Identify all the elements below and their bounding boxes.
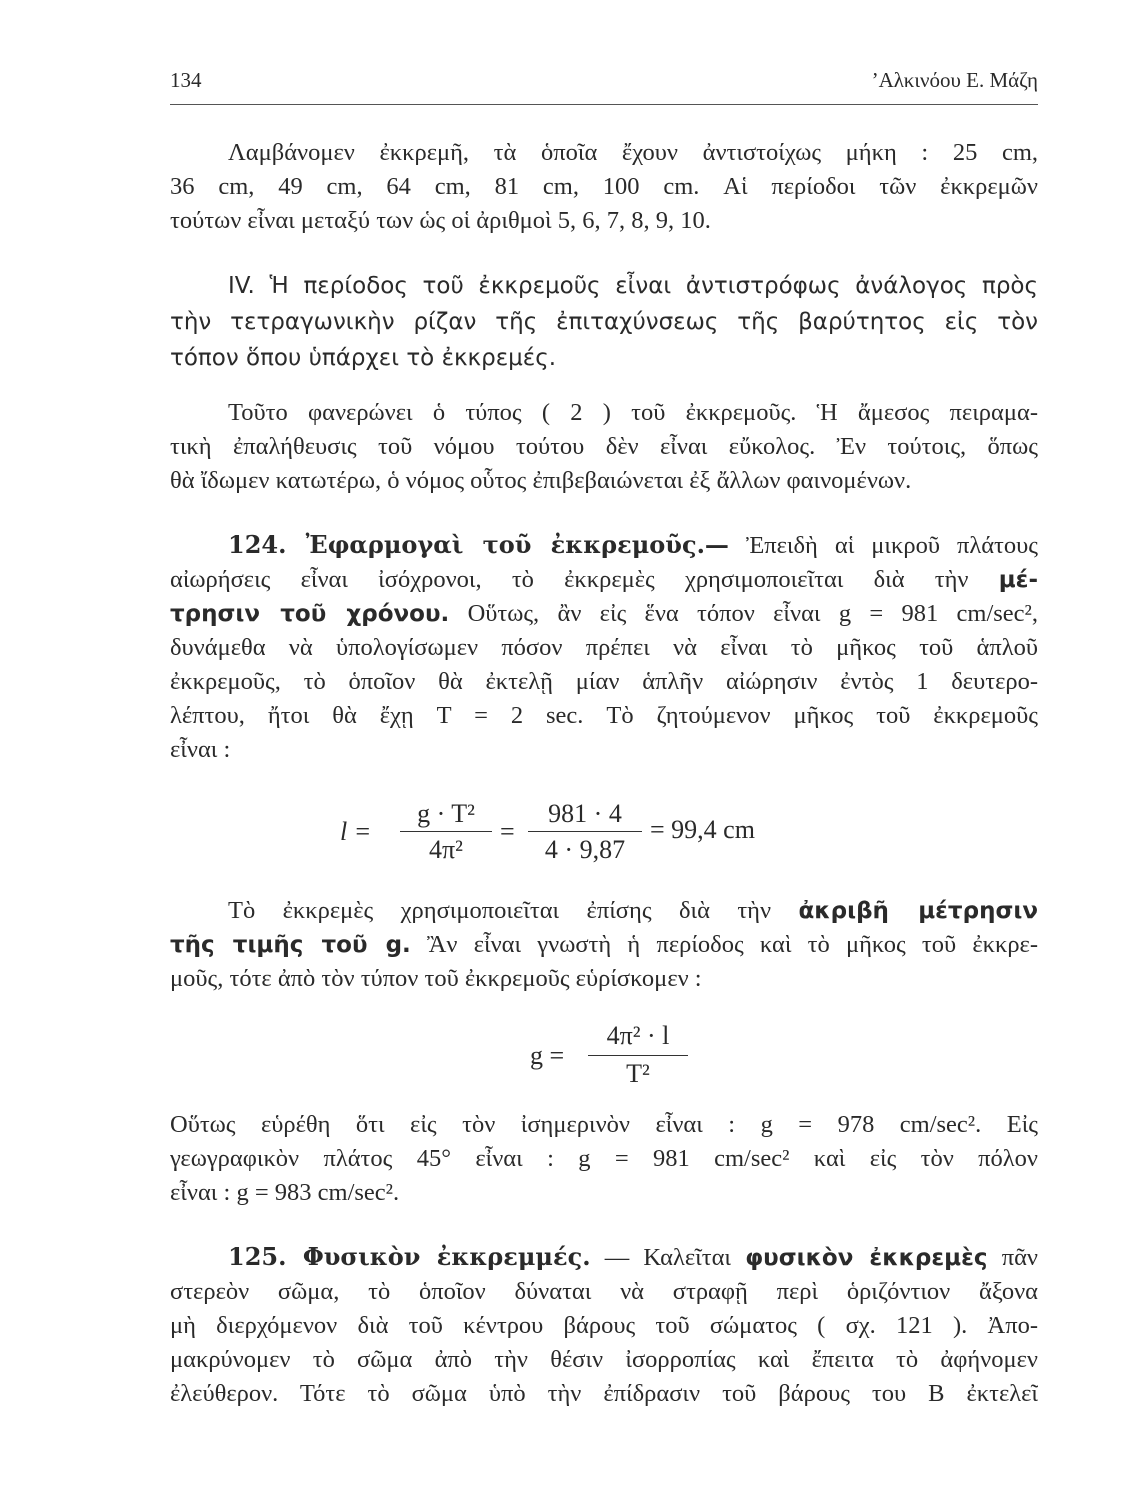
- formula-lhs: g =: [530, 1041, 565, 1070]
- text-line: στερεὸν σῶμα, τὸ ὁποῖον δύναται νὰ στραφῇ περὶ ὁριζόντιον ἄξονα: [170, 1278, 1038, 1305]
- text-run: — Καλεῖται: [604, 1244, 732, 1271]
- text-line: τούτων εἶναι μεταξύ των ὡς οἱ ἀριθμοὶ 5, 6, 7, 8, 9, 10.: [170, 207, 711, 234]
- text-line: εἶναι : g = 983 cm/sec².: [170, 1179, 400, 1206]
- text-run: πᾶν: [1001, 1244, 1038, 1271]
- text-line: [170, 1240, 1038, 1275]
- text-line: τόπον ὅπου ὑπάρχει τὸ ἐκκρεμές.: [170, 345, 557, 371]
- running-title: ’Αλκινόου Ε. Μάζη: [871, 68, 1038, 92]
- text-run: Τὸ ἐκκρεμὲς χρησιμοποιεῖται ἐπίσης διὰ τὴν: [228, 897, 772, 924]
- text-line: δυνάμεθα νὰ ὑπολογίσωμεν πόσον πρέπει νὰ εἶναι τὸ μῆκος τοῦ ἁπλοῦ: [170, 634, 1038, 661]
- header-rule: [170, 104, 1038, 105]
- text-line: Οὕτως εὑρέθη ὅτι εἰς τὸν ἰσημερινὸν εἶναι : g = 978 cm/sec². Εἰς: [170, 1111, 1038, 1138]
- formula-g: [520, 1015, 720, 1095]
- paragraph-measure-g: [170, 894, 1038, 996]
- formula-lhs: l =: [340, 817, 372, 846]
- text-line: 36 cm, 49 cm, 64 cm, 81 cm, 100 cm. Αἱ περίοδοι τῶν ἐκκρεμῶν: [170, 173, 1038, 200]
- formula-equals: =: [500, 817, 515, 846]
- formula-numerator: g · T²: [417, 799, 475, 828]
- paragraph-verification: [170, 396, 1038, 498]
- text-line: γεωγραφικὸν πλάτος 45° εἶναι : g = 981 cm/sec² καὶ εἰς τὸν πόλον: [170, 1145, 1038, 1172]
- text-line: [170, 563, 1038, 597]
- formula-result: = 99,4 cm: [650, 815, 755, 844]
- text-line: λέπτου, ἤτοι θὰ ἔχῃ T = 2 sec. Τὸ ζητούμενον μῆκος τοῦ ἐκκρεμοῦς: [170, 702, 1038, 729]
- section-heading-125: 125. Φυσικὸν ἐκκρεμμές.: [228, 1242, 591, 1271]
- bold-term: φυσικὸν ἐκκρεμὲς: [745, 1245, 988, 1271]
- formula-denominator: T²: [626, 1059, 650, 1088]
- text-line: [170, 597, 1038, 631]
- bold-term: τῆς τιμῆς τοῦ g.: [170, 932, 411, 958]
- bold-term: τρησιν τοῦ χρόνου.: [170, 601, 450, 627]
- text-line: [170, 528, 1038, 563]
- text-line: μακρύνομεν τὸ σῶμα ἀπὸ τὴν θέσιν ἰσορροπίας καὶ ἔπειτα τὸ ἀφήνομεν: [170, 1346, 1038, 1373]
- formula-pendulum-length: [330, 795, 830, 875]
- fraction-bar: [588, 1055, 688, 1056]
- text-run: Ἂν εἶναι γνωστὴ ἡ περίοδος καὶ τὸ μῆκος τοῦ ἐκκρε-: [427, 931, 1038, 958]
- section-125: [170, 1240, 1038, 1411]
- text-line: θὰ ἴδωμεν κατωτέρω, ὁ νόμος οὗτος ἐπιβεβαιώνεται ἐξ ἄλλων φαινομένων.: [170, 467, 912, 494]
- text-run: Ἐπειδὴ αἱ μικροῦ πλάτους: [745, 532, 1038, 559]
- text-line: μοῦς, τότε ἀπὸ τὸν τύπον τοῦ ἐκκρεμοῦς εὑρίσκομεν :: [170, 965, 702, 992]
- paragraph-g-values: [170, 1108, 1038, 1210]
- text-line: ἐκκρεμοῦς, τὸ ὁποῖον θὰ ἐκτελῇ μίαν ἁπλῆν αἰώρησιν ἐντὸς 1 δευτερο-: [170, 668, 1038, 695]
- text-run: Οὕτως, ἂν εἰς ἕνα τόπον εἶναι g = 981 cm/sec²,: [467, 600, 1038, 627]
- bold-term: ἀκριβῆ μέτρησιν: [798, 898, 1038, 924]
- section-heading-124: 124. Ἐφαρμογαὶ τοῦ ἐκκρεμοῦς.—: [228, 530, 729, 559]
- text-line: Τοῦτο φανερώνει ὁ τύπος ( 2 ) τοῦ ἐκκρεμοῦς. Ἡ ἄμεσος πειραμα-: [228, 399, 1038, 426]
- formula-denominator: 4π²: [429, 835, 463, 864]
- text-line: μὴ διερχόμενον διὰ τοῦ κέντρου βάρους τοῦ σώματος ( σχ. 121 ). Ἀπο-: [170, 1312, 1038, 1339]
- formula-denominator: 4 · 9,87: [544, 835, 626, 864]
- text-line: εἶναι :: [170, 736, 231, 763]
- section-124: [170, 528, 1038, 767]
- formula-numerator: 4π² · l: [606, 1021, 670, 1050]
- fraction-bar: [400, 831, 492, 832]
- text-line: [170, 928, 1038, 962]
- text-line: IV. Ἡ περίοδος τοῦ ἐκκρεμοῦς εἶναι ἀντιστρόφως ἀνάλογος πρὸς: [228, 273, 1038, 299]
- text-line: τὴν τετραγωνικὴν ρίζαν τῆς ἐπιταχύνσεως τῆς βαρύτητος εἰς τὸν: [170, 309, 1038, 335]
- bold-term: μέ-: [998, 567, 1038, 593]
- text-run: αἰωρήσεις εἶναι ἰσόχρονοι, τὸ ἐκκρεμὲς χρησιμοποιεῖται διὰ τὴν: [170, 566, 969, 593]
- text-line: Λαμβάνομεν ἐκκρεμῆ, τὰ ὁποῖα ἔχουν ἀντιστοίχως μήκη : 25 cm,: [228, 139, 1038, 166]
- page-number: 134: [170, 68, 202, 92]
- formula-numerator: 981 · 4: [548, 799, 622, 828]
- paragraph-law-iv: [170, 268, 1038, 376]
- page-header: [170, 68, 1038, 98]
- text-line: ἐλεύθερον. Τότε τὸ σῶμα ὑπὸ τὴν ἐπίδρασιν τοῦ βάρους του Β ἐκτελεῖ: [170, 1380, 1038, 1407]
- fraction-bar: [528, 831, 642, 832]
- text-line: [170, 894, 1038, 928]
- paragraph-pendulum-lengths: [170, 136, 1038, 238]
- text-line: τικὴ ἐπαλήθευσις τοῦ νόμου τούτου δὲν εἶναι εὔκολος. Ἐν τούτοις, ὅπως: [170, 433, 1038, 460]
